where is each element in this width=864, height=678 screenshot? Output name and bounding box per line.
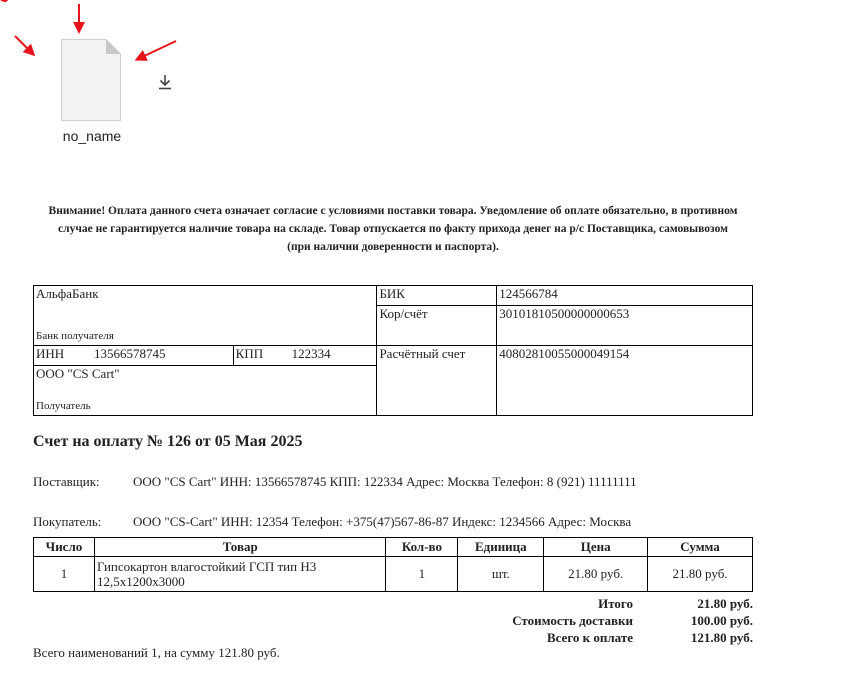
recipient-cell xyxy=(34,366,377,416)
bank-cell xyxy=(34,286,377,346)
column-header: Сумма xyxy=(648,538,753,557)
goods-table xyxy=(33,537,753,592)
supplier-value: ООО "CS Cart" ИНН: 13566578745 КПП: 122334 Адрес: Москва Телефон: 8 (921) 11111111 xyxy=(133,474,637,489)
supplier-label: Поставщик: xyxy=(33,474,100,489)
supplier-line xyxy=(33,474,637,490)
buyer-value: ООО "CS-Cart" ИНН: 12354 Телефон: +375(47)567-86-87 Индекс: 1234566 Адрес: Москва xyxy=(133,514,632,529)
shipping-value: 100.00 руб. xyxy=(690,613,753,628)
kor-label: Кор/счёт xyxy=(377,306,497,346)
shipping-label: Стоимость доставки xyxy=(512,613,633,628)
column-header: Единица xyxy=(458,538,544,557)
buyer-line xyxy=(33,514,631,530)
file-name[interactable]: no_name xyxy=(62,128,122,144)
column-header: Кол-во xyxy=(386,538,458,557)
bank-details-table xyxy=(33,285,753,416)
account-value: 40802810055000049154 xyxy=(497,346,753,416)
kpp-cell xyxy=(233,346,377,366)
subtotal-label: Итого xyxy=(598,596,633,611)
bank-name: АльфаБанк xyxy=(36,286,99,301)
subtotal-value: 21.80 руб. xyxy=(697,596,753,611)
inn-label: ИНН xyxy=(36,346,65,361)
recipient-name: ООО "CS Cart" xyxy=(36,366,120,381)
inn-value: 13566578745 xyxy=(94,346,166,361)
kor-value: 30101810500000000653 xyxy=(497,306,753,346)
buyer-label: Покупатель: xyxy=(33,514,102,529)
file-icon[interactable] xyxy=(61,39,121,121)
column-header: Товар xyxy=(94,538,386,557)
bank-label: Банк получателя xyxy=(36,330,114,342)
kpp-label: КПП xyxy=(235,346,264,361)
amount: 21.80 руб. xyxy=(648,557,753,592)
table-row xyxy=(34,557,753,592)
goods-header-row xyxy=(34,538,753,557)
row-number: 1 xyxy=(34,557,95,592)
totals-block xyxy=(480,595,753,646)
product-name: Гипсокартон влагостойкий ГСП тип Н3 12,5х1200х3000 xyxy=(94,557,386,592)
recipient-label: Получатель xyxy=(36,400,91,412)
download-icon[interactable] xyxy=(156,73,174,91)
payment-notice xyxy=(30,202,756,256)
invoice-title: Счет на оплату № 126 от 05 Мая 2025 xyxy=(33,433,303,450)
inn-cell xyxy=(34,346,234,366)
price: 21.80 руб. xyxy=(544,557,648,592)
items-summary: Всего наименований 1, на сумму 121.80 руб. xyxy=(33,645,280,660)
total-value: 121.80 руб. xyxy=(690,630,753,645)
column-header: Цена xyxy=(544,538,648,557)
unit: шт. xyxy=(458,557,544,592)
quantity: 1 xyxy=(386,557,458,592)
total-label: Всего к оплате xyxy=(546,630,633,645)
notice-line: Внимание! Оплата данного счета означает согласие с условиями поставки товара. Уведомление об оплате обязательно, в противном xyxy=(48,205,738,217)
column-header: Число xyxy=(34,538,95,557)
account-label: Расчётный счет xyxy=(377,346,497,416)
kpp-value: 122334 xyxy=(291,346,331,361)
notice-line: (при наличии доверенности и паспорта). xyxy=(287,241,499,253)
notice-line: случае не гарантируется наличие товара на складе. Товар отпускается по факту прихода денег на р/с Поставщика, самовывозом xyxy=(58,223,728,235)
bik-label: БИК xyxy=(377,286,497,306)
bik-value: 124566784 xyxy=(497,286,753,306)
